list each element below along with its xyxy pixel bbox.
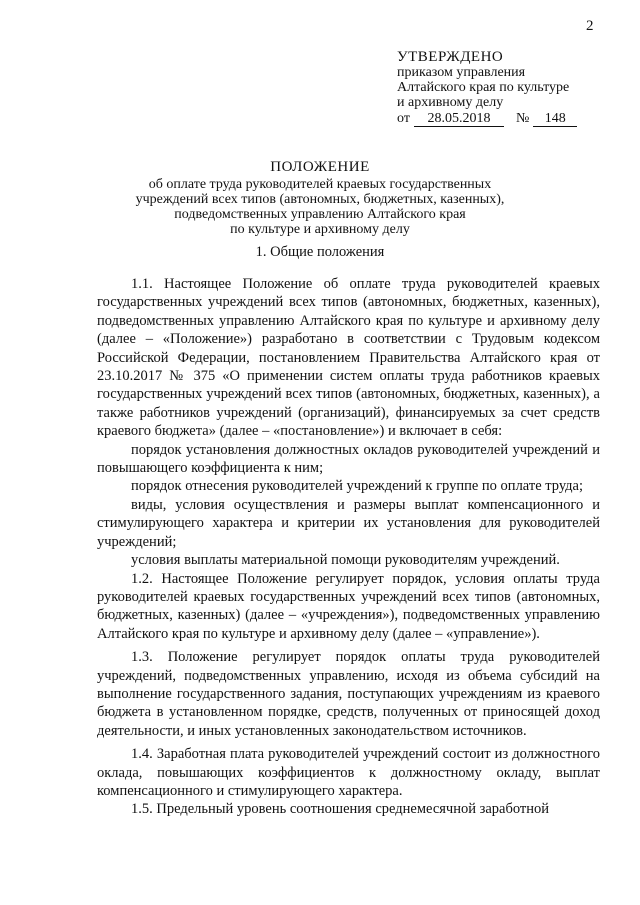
list-item-material-aid: условия выплаты материальной помощи руководителям учреждений. [131,552,560,569]
document-subtitle-line-4: по культуре и архивному делу [230,222,410,237]
approval-number: 148 [533,112,577,127]
document-subtitle-line-3: подведомственных управлению Алтайского края [174,207,466,222]
document-title: ПОЛОЖЕНИЕ [270,159,370,175]
document-subtitle-line-1: об оплате труда руководителей краевых государственных [148,177,492,192]
section-title: 1. Общие положения [255,244,385,260]
document-subtitle-line-2: учреждений всех типов (автономных, бюджетных, казенных), [135,192,505,207]
document-heading [80,160,560,237]
paragraph-1-4: 1.4. Заработная плата руководителей учреждений состоит из должностного оклада, повышающих коэффициентов к должностному окладу, выплат компенсационного и стимулирующего характера. [97,746,600,799]
paragraph-1-3: 1.3. Положение регулирует порядок оплаты труда руководителей учреждений, подведомственных управлению, исходя из объема субсидий на выполнение государственного задания, поступающих учреждениям из краевого бюджета в установленном порядке, средств, полученных от приносящей доход деятельности, и иных установленных законодательством источников. [97,649,600,739]
approval-number-label: № [515,111,530,126]
approval-title: УТВЕРЖДЕНО [397,49,504,65]
paragraph-1-5: 1.5. Предельный уровень соотношения среднемесячной заработной [131,801,550,818]
approval-date-number-line [397,111,577,127]
approval-line-2: Алтайского края по культуре [397,80,570,95]
approval-line-3: и архивному делу [397,95,504,110]
list-item-payment-types: виды, условия осуществления и размеры выплат компенсационного и стимулирующего характера и критерии их установления для руководителей учреждений; [97,496,600,550]
paragraph-1-2: 1.2. Настоящее Положение регулирует порядок, условия оплаты труда руководителей краевых государственных учреждений всех типов (автономных, бюджетных, казенных) (далее – «учреждения»), подведомственных управлению Алтайского края по культуре и архивному делу (далее – «управление»). [97,570,600,642]
approval-from-label: от [397,111,410,126]
list-item-group-order: порядок отнесения руководителей учреждений к группе по оплате труда; [131,478,584,495]
paragraph-1-1: 1.1. Настоящее Положение об оплате труда руководителей краевых государственных учреждений всех типов (автономных, бюджетных, казенных), подведомственных управлению Алтайского края по культуре и архивному делу (далее – «Положение») разработано в соответствии с Трудовым кодексом Российской Федерации, постановлением Правительства Алтайского края от 23.10.2017 № 375 «О применении систем оплаты труда работников краевых государственных учреждений всех типов (автономных, бюджетных, казенных), а также работников учреждений (организаций), финансируемых за счет средств краевого бюджета» (далее – «постановление») и включает в себя: [97,276,600,440]
body-text [97,275,600,819]
approval-stamp-block [397,50,577,127]
approval-date: 28.05.2018 [414,112,504,127]
approval-line-1: приказом управления [397,65,526,80]
list-item-salary-order: порядок установления должностных окладов руководителей учреждений и повышающего коэффициента к ним; [97,441,600,477]
page-number: 2 [586,18,594,34]
